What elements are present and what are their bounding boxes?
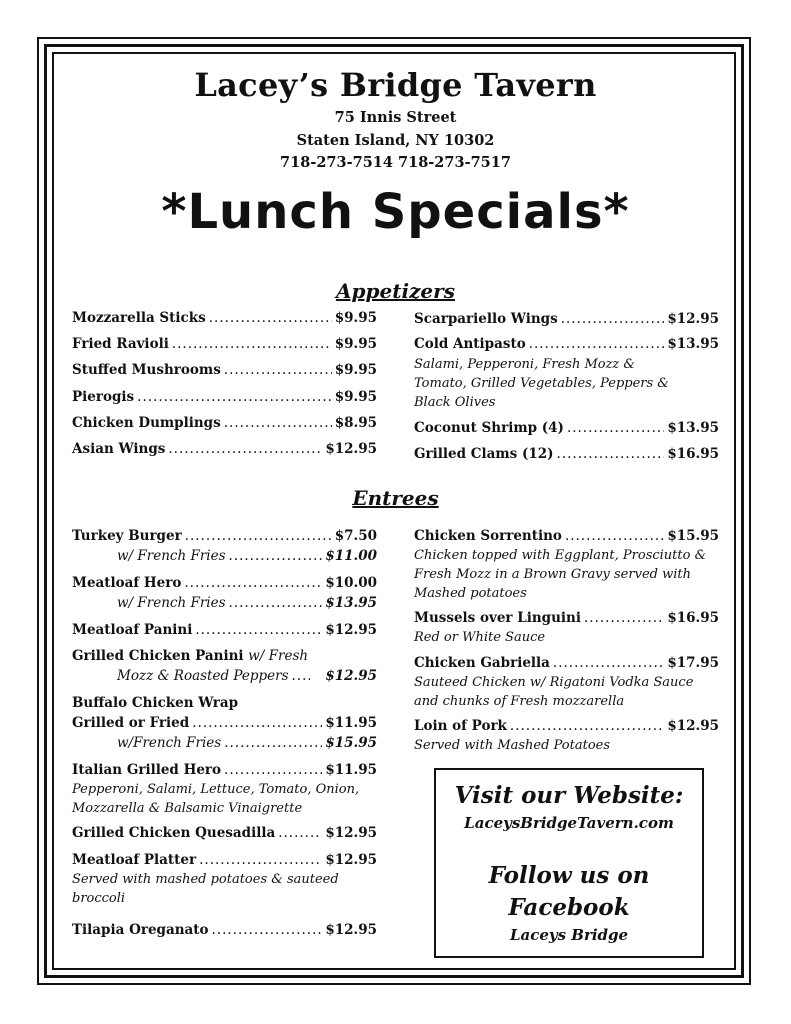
menu-item-option bbox=[117, 668, 377, 684]
item-price: $17.95 bbox=[667, 655, 719, 671]
item-price: $9.95 bbox=[334, 362, 377, 378]
website-promo-box bbox=[434, 768, 704, 958]
city-address: Staten Island, NY 10302 bbox=[296, 132, 495, 149]
item-price: $11.00 bbox=[325, 548, 377, 564]
item-name: w/ French Fries bbox=[117, 548, 226, 564]
item-name: Stuffed Mushrooms bbox=[72, 362, 221, 378]
item-price: $8.95 bbox=[334, 415, 377, 431]
menu-item bbox=[414, 718, 719, 734]
menu-item bbox=[72, 762, 377, 778]
item-price: $9.95 bbox=[334, 336, 377, 352]
menu-item bbox=[72, 389, 377, 405]
follow-us-text: Follow us on bbox=[488, 862, 650, 889]
item-name: Mussels over Linguini bbox=[414, 610, 581, 626]
item-name: Meatloaf Panini bbox=[72, 622, 193, 638]
item-price: $15.95 bbox=[667, 528, 719, 544]
item-price: $12.95 bbox=[325, 825, 377, 841]
item-price: $11.95 bbox=[325, 715, 377, 731]
item-name: Grilled Chicken Quesadilla bbox=[72, 825, 276, 841]
menu-item bbox=[414, 311, 719, 327]
lunch-specials-title: *Lunch Specials* bbox=[161, 184, 630, 240]
menu-item bbox=[414, 336, 719, 352]
menu-item bbox=[72, 441, 377, 457]
street-address: 75 Innis Street bbox=[334, 109, 457, 126]
menu-item-option bbox=[117, 595, 377, 611]
item-name: Meatloaf Platter bbox=[72, 852, 197, 868]
item-price: $12.95 bbox=[325, 622, 377, 638]
menu-item bbox=[72, 715, 377, 731]
menu-item bbox=[414, 420, 719, 436]
item-price: $12.95 bbox=[325, 922, 377, 938]
item-name: Chicken Sorrentino bbox=[414, 528, 562, 544]
menu-item bbox=[72, 336, 377, 352]
menu-item bbox=[72, 575, 377, 591]
item-price: $15.95 bbox=[325, 735, 377, 751]
appetizers-heading: Appetizers bbox=[336, 279, 455, 303]
menu-item bbox=[72, 852, 377, 868]
item-name: Coconut Shrimp (4) bbox=[414, 420, 564, 436]
facebook-text: Facebook bbox=[508, 894, 630, 921]
item-name: Mozz & Roasted Peppers bbox=[117, 668, 289, 684]
menu-item bbox=[414, 528, 719, 544]
item-name: Italian Grilled Hero bbox=[72, 762, 222, 778]
menu-item bbox=[72, 622, 377, 638]
item-name: w/ French Fries bbox=[117, 595, 226, 611]
item-name: Tilapia Oreganato bbox=[72, 922, 209, 938]
item-price: $16.95 bbox=[667, 610, 719, 626]
item-price: $13.95 bbox=[325, 595, 377, 611]
item-price: $13.95 bbox=[667, 420, 719, 436]
item-price: $9.95 bbox=[334, 389, 377, 405]
restaurant-name: Lacey’s Bridge Tavern bbox=[194, 66, 597, 104]
item-price: $9.95 bbox=[334, 310, 377, 326]
item-name: Grilled Chicken Panini bbox=[72, 648, 244, 664]
item-name: Asian Wings bbox=[72, 441, 166, 457]
item-name: Cold Antipasto bbox=[414, 336, 526, 352]
item-name: Mozzarella Sticks bbox=[72, 310, 206, 326]
website-url[interactable]: LaceysBridgeTavern.com bbox=[464, 814, 674, 832]
item-price: $13.95 bbox=[667, 336, 719, 352]
item-price: $12.95 bbox=[325, 852, 377, 868]
item-price: $12.95 bbox=[325, 668, 377, 684]
menu-item bbox=[72, 362, 377, 378]
menu-item bbox=[72, 528, 377, 544]
item-description: Served with mashed potatoes & sauteed broccoli bbox=[72, 872, 339, 906]
menu-item bbox=[414, 610, 719, 626]
visit-website-heading: Visit our Website: bbox=[454, 782, 684, 809]
facebook-handle[interactable]: Laceys Bridge bbox=[509, 926, 629, 944]
item-price: $16.95 bbox=[667, 446, 719, 462]
menu-item bbox=[414, 446, 719, 462]
menu-item-title: Buffalo Chicken Wrap bbox=[72, 695, 239, 711]
menu-item bbox=[72, 310, 377, 326]
menu-item bbox=[72, 922, 377, 938]
menu-item bbox=[72, 825, 377, 841]
item-description: Chicken topped with Eggplant, Prosciutto & Fresh Mozz in a Brown Gravy served with Mashed potatoes bbox=[414, 548, 707, 601]
item-description: Sauteed Chicken w/ Rigatoni Vodka Sauce and chunks of Fresh mozzarella bbox=[414, 675, 694, 709]
item-price: $12.95 bbox=[667, 718, 719, 734]
item-price: $11.95 bbox=[325, 762, 377, 778]
item-price: $12.95 bbox=[667, 311, 719, 327]
entrees-heading: Entrees bbox=[352, 486, 439, 510]
item-description: Served with Mashed Potatoes bbox=[414, 738, 611, 753]
item-description: Red or White Sauce bbox=[414, 630, 546, 645]
item-name: Loin of Pork bbox=[414, 718, 507, 734]
item-name: w/French Fries bbox=[117, 735, 222, 751]
item-name: Chicken Dumplings bbox=[72, 415, 221, 431]
menu-item bbox=[414, 655, 719, 671]
item-name: Meatloaf Hero bbox=[72, 575, 182, 591]
menu-item bbox=[72, 648, 377, 664]
item-name: Pierogis bbox=[72, 389, 135, 405]
item-price: $10.00 bbox=[325, 575, 377, 591]
item-description: Pepperoni, Salami, Lettuce, Tomato, Onion, Mozzarella & Balsamic Vinaigrette bbox=[72, 782, 360, 816]
item-name: Turkey Burger bbox=[72, 528, 182, 544]
phone-numbers: 718-273-7514 718-273-7517 bbox=[280, 154, 511, 171]
menu-item bbox=[72, 415, 377, 431]
item-name: Fried Ravioli bbox=[72, 336, 169, 352]
item-option-text: w/ Fresh bbox=[248, 648, 309, 664]
menu-item-option bbox=[117, 548, 377, 564]
item-name: Scarpariello Wings bbox=[414, 311, 558, 327]
item-price: $12.95 bbox=[325, 441, 377, 457]
menu-item-option bbox=[117, 735, 377, 751]
item-price: $7.50 bbox=[334, 528, 377, 544]
item-name: Grilled Clams (12) bbox=[414, 446, 554, 462]
item-name: Chicken Gabriella bbox=[414, 655, 550, 671]
item-description: Salami, Pepperoni, Fresh Mozz & Tomato, Grilled Vegetables, Peppers & Black Olives bbox=[414, 357, 669, 410]
item-name: Grilled or Fried bbox=[72, 715, 190, 731]
